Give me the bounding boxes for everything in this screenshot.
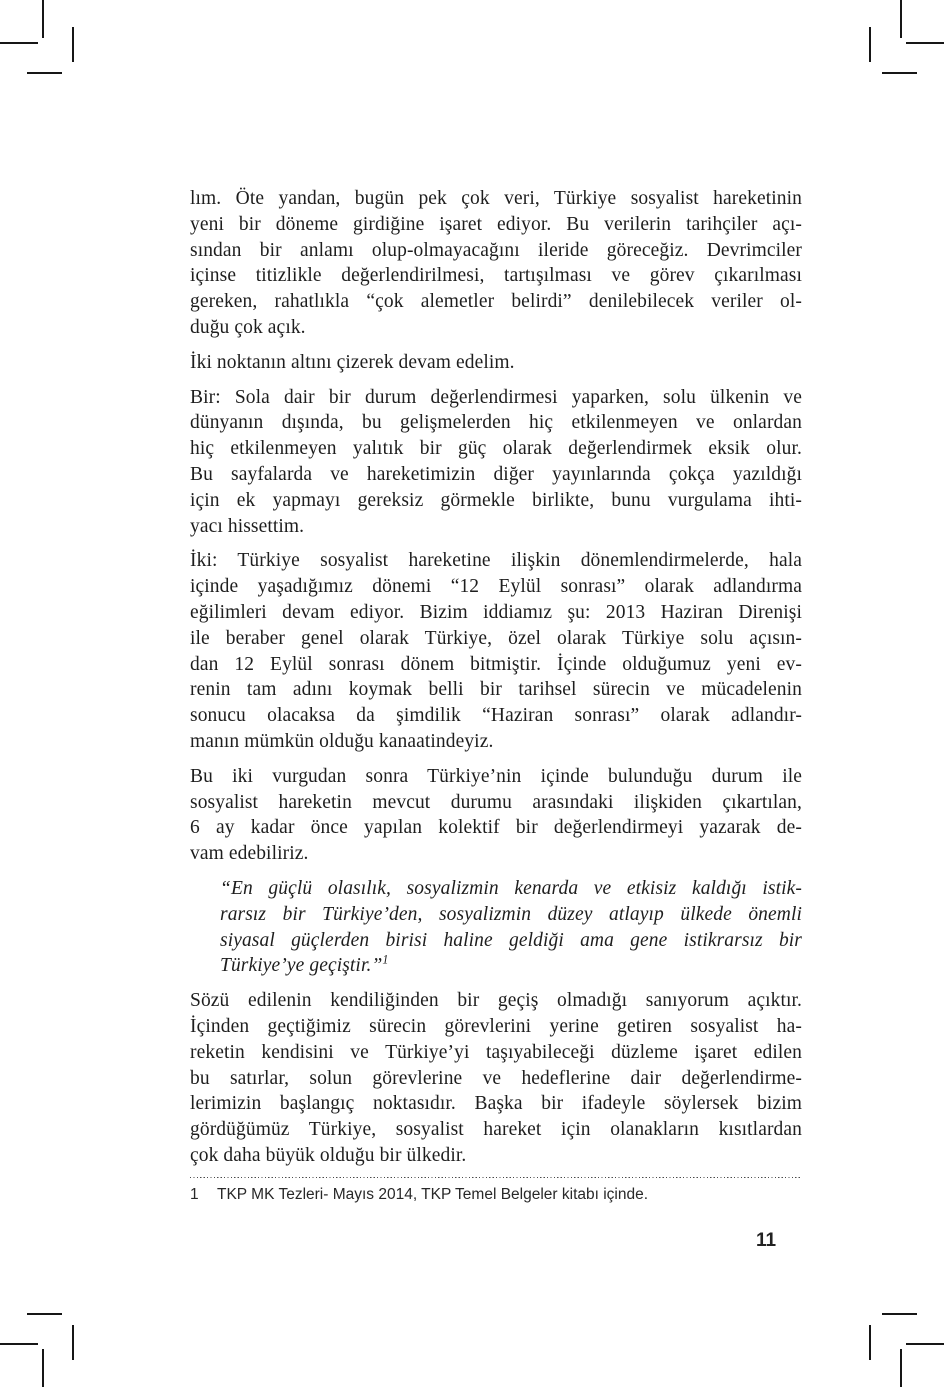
paragraph <box>190 186 802 341</box>
text-line: renin tam adını koymak belli bir tarihsel sürecin ve mücadelenin <box>190 679 802 701</box>
crop-mark-bottom-left-horizontal <box>0 1343 38 1345</box>
text-line: vam edebiliriz. <box>190 843 309 865</box>
text-line: Bu sayfalarda ve hareketimizin diğer yayınlarında çokça yazıldığı <box>190 463 802 485</box>
crop-mark-bottom-right-horizontal <box>906 1343 944 1345</box>
text-line: sonucu olacaksa da şimdilik “Haziran sonrası” olarak adlandır- <box>190 705 802 727</box>
text-line: Türkiye’ye geçiştir.”$^1$ <box>220 952 389 977</box>
text-line: için ek yapmayı gereksiz görmekle birlikte, bunu vurgulama ihti- <box>190 489 802 511</box>
crop-mark-bottom-right-inner-vertical <box>869 1325 871 1360</box>
text-line: çok daha büyük olduğu bir ülkedir. <box>190 1144 467 1166</box>
text-line: eğilimleri devam ediyor. Bizim iddiamız şu: 2013 Haziran Direnişi <box>190 601 802 623</box>
text-line: yacı hissettim. <box>190 515 305 537</box>
crop-mark-bottom-right-vertical <box>900 1349 902 1387</box>
crop-mark-top-right-inner-horizontal <box>882 72 917 74</box>
paragraph <box>190 548 802 754</box>
paragraph <box>190 764 802 867</box>
text-line: dan 12 Eylül sonrası dönem bitmiştir. İçinde olduğumuz yeni ev- <box>190 653 802 675</box>
footnote-marker: 1 <box>190 1186 199 1203</box>
crop-mark-top-left-horizontal <box>0 42 38 44</box>
text-line: siyasal güçlerden birisi haline geldiği ama gene istikrarsız bir <box>220 929 802 951</box>
text-line: Sözü edilenin kendiliğinden bir geçiş olmadığı sanıyorum açıktır. <box>190 990 802 1012</box>
text-line: bu satırlar, solun görevlerine ve hedeflerine dair değerlendirme- <box>190 1067 802 1089</box>
crop-mark-top-left-inner-vertical <box>72 27 74 62</box>
text-line: hiç etkilenmeyen yalıtık bir güç olarak değerlendirmek eksik olur. <box>190 438 802 460</box>
crop-mark-bottom-left-vertical <box>42 1349 44 1387</box>
text-line: reketin kendisini ve Türkiye’yi taşıyabileceği düzleme işaret edilen <box>190 1041 802 1063</box>
footnote <box>190 1185 802 1205</box>
paragraph <box>190 385 802 540</box>
crop-mark-bottom-left-inner-horizontal <box>27 1313 62 1315</box>
crop-mark-top-left-vertical <box>42 0 44 38</box>
text-line: lerimizin başlangıç noktasıdır. Başka bir ifadeyle söylersek bizim <box>190 1093 802 1115</box>
text-line: 6 ay kadar önce yapılan kolektif bir değerlendirmeyi yazarak de- <box>190 817 802 839</box>
crop-mark-top-right-horizontal <box>906 42 944 44</box>
crop-mark-bottom-left-inner-vertical <box>72 1325 74 1360</box>
footnote-reference: 1 <box>382 952 389 967</box>
text-line: sosyalist hareketin mevcut durumu arasındaki ilişkiden çıkartılan, <box>190 791 802 813</box>
text-line: İki noktanın altını çizerek devam edelim. <box>190 351 515 373</box>
text-block <box>190 186 802 1169</box>
text-line: yeni bir döneme girdiğine işaret ediyor. Bu verilerin tarihçiler açı- <box>190 213 802 235</box>
text-line: “En güçlü olasılık, sosyalizmin kenarda ve etkisiz kaldığı istik- <box>220 877 802 899</box>
text-line: duğu çok açık. <box>190 316 306 338</box>
text-line: lım. Öte yandan, bugün pek çok veri, Türkiye sosyalist hareketinin <box>190 188 802 209</box>
page-number: 11 <box>756 1230 777 1251</box>
block-quote <box>190 876 802 979</box>
crop-mark-top-right-inner-vertical <box>869 27 871 62</box>
text-line: sından bir anlamı olup-olmayacağını ileride göreceğiz. Devrimciler <box>190 239 802 261</box>
crop-mark-top-right-vertical <box>900 0 902 38</box>
text-line: Bu iki vurgudan sonra Türkiye’nin içinde bulunduğu durum ile <box>190 765 802 787</box>
text-line: İçinden geçtiğimiz sürecin görevlerini yerine getiren sosyalist ha- <box>190 1015 802 1037</box>
text-line: içinde yaşadığımız dönemi “12 Eylül sonrası” olarak adlandırma <box>190 576 802 598</box>
text-line: İki: Türkiye sosyalist hareketine ilişkin dönemlendirmelerde, hala <box>190 550 802 572</box>
crop-mark-top-left-inner-horizontal <box>27 72 62 74</box>
text-line: Bir: Sola dair bir durum değerlendirmesi yaparken, solu ülkenin ve <box>190 386 802 408</box>
text-line: manın mümkün olduğu kanaatindeyiz. <box>190 730 494 752</box>
text-line: rarsız bir Türkiye’den, sosyalizmin düzey atlayıp ülkede önemli <box>220 903 802 925</box>
text-line: içinse titizlikle değerlendirilmesi, tartışılması ve görev çıkarılması <box>190 265 802 287</box>
text-line: gereken, rahatlıkla “çok alemetler belirdi” denilebilecek veriler ol- <box>190 291 802 313</box>
footnote-text: TKP MK Tezleri- Mayıs 2014, TKP Temel Belgeler kitabı içinde. <box>217 1186 649 1203</box>
paragraph <box>190 988 802 1169</box>
text-line: gördüğümüz Türkiye, sosyalist hareket için olanakların kısıtlardan <box>190 1119 802 1141</box>
paragraph <box>190 350 802 376</box>
crop-mark-bottom-right-inner-horizontal <box>882 1313 917 1315</box>
footnote-separator <box>190 1177 802 1178</box>
text-line: dünyanın dışında, bu gelişmelerden hiç etkilenmeyen ve onlardan <box>190 412 802 434</box>
text-line: ile beraber genel olarak Türkiye, özel olarak Türkiye solu açısın- <box>190 627 802 649</box>
